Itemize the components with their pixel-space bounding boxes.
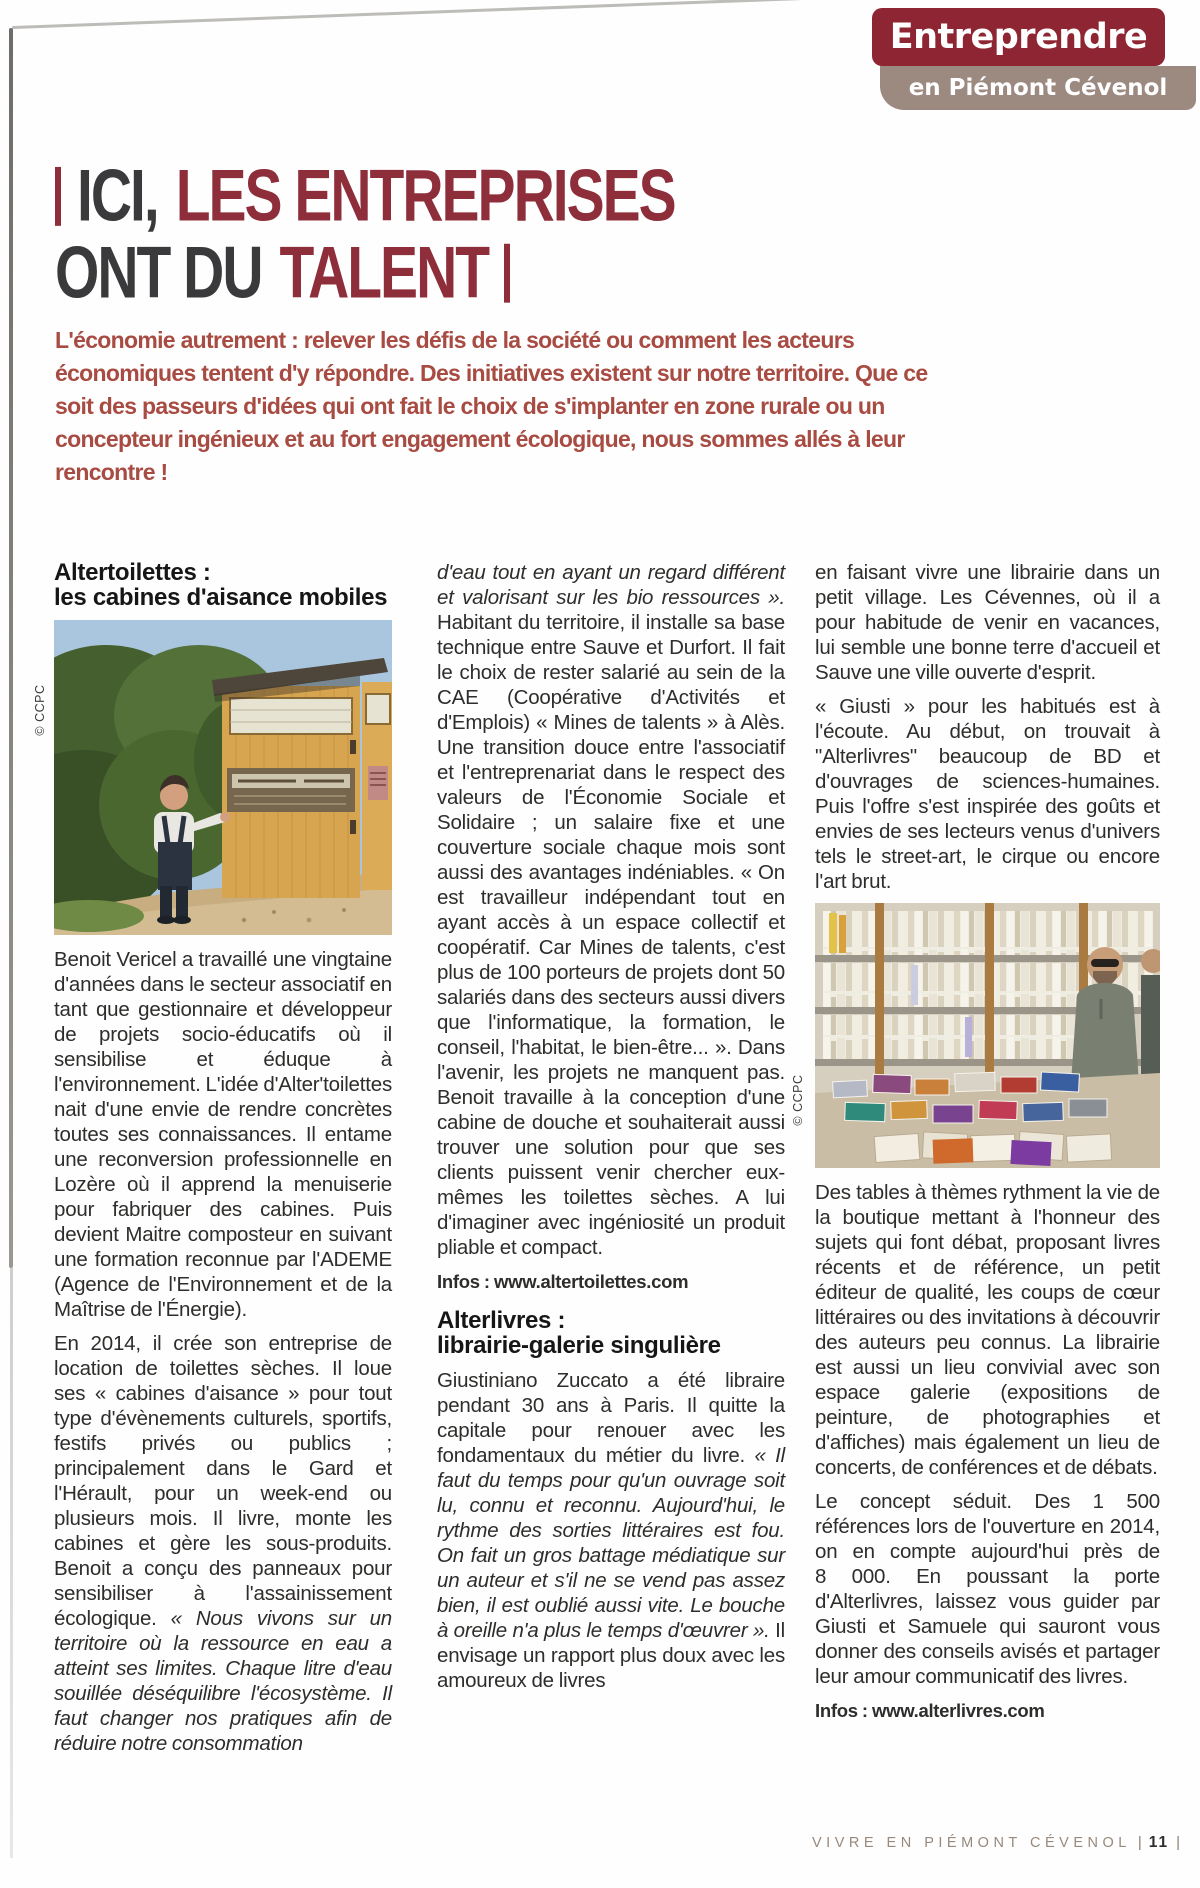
photo-bookstore [791,903,1160,1168]
page-title-line-2 [55,232,675,315]
info-url-line: Infos : www.altertoilettes.com [437,1271,689,1292]
article-paragraph [815,1180,1160,1480]
body-text: Giustiniano Zuccato a été libraire pendant 30 ans à Paris. Il quitte la capitale pour renouer avec les fondamentaux du métier du livre. [437,1369,785,1467]
intro-standfirst: L'économie autrement : relever les défis de la société ou comment les acteurs économiques tentent d'y répondre. Des initiatives existent sur notre territoire. Que ce soit des passeurs d'idées qui ont fait le choix de s'implanter en zone rurale ou un concepteur ingénieux et au fort engagement écologique, nous sommes allés à leur rencontre ! [55,327,928,485]
title-accent-bar-right [504,244,510,303]
toilet-cabins-illustration [54,620,392,935]
title-word-dark: ICI, [77,155,158,238]
body-text: Des tables à thèmes rythment la vie de la boutique mettant à l'honneur des sujets qui font débat, proposant livres récents et de référence, un petit éditeur de qualité, les coups de cœur littéraires ou des invitations à découvrir des auteurs peu connus. La librairie est aussi un lieu convivial avec son espace galerie (expositions de peinture, de photographies et d'affiches) mais également un lieu de concerts, de conférences et de débats. [815,1181,1160,1479]
photo-credit: © CCPC [791,1074,805,1126]
body-text: Benoit Vericel a travaillé une vingtaine d'années dans le secteur associatif en tant que gestionnaire et développeur de projets socio-éducatifs où il sensibilise et éduque à l'environnement. L'idée d'Alter'toilettes nait d'une envie de rendre concrètes toutes ses connaissances. Il entame une reconversion professionnelle en Lozère où il apprend la menuiserie pour fabriquer des cabines. Puis devient Maitre composteur en suivant une formation reconnue par l'ADEME (Agence de l'Environnement et de la Maîtrise de l'Énergie). [54,948,392,1321]
article-paragraph [54,1331,392,1756]
article-paragraph [815,694,1160,894]
info-url-line: Infos : www.alterlivres.com [815,1700,1045,1721]
quote-text: d'eau tout en ayant un regard différent et valorisant sur les bio ressources ». [437,561,785,609]
badge-title: Entreprendre [889,17,1148,57]
scan-edge-line-lower [10,1268,13,1858]
article-paragraph [815,560,1160,685]
article-paragraph [437,560,785,1260]
article-paragraph [54,947,392,1322]
article-column-3 [791,560,1160,1731]
article-column-1 [33,559,392,1765]
quote-text: « Nous vivons sur un territoire où la ressource en eau a atteint ses limites. Chaque litre d'eau souillée déséquilibre l'écosystème. Il faut changer nos pratiques afin de réduire notre consommation [54,1607,392,1755]
scan-crease-line [12,0,834,28]
section-heading: Altertoilettes : les cabines d'aisance mobiles [54,559,388,611]
photo-credit: © CCPC [33,684,47,736]
footer-separator-left: | [1137,1834,1142,1851]
photo-toilet-cabins [33,620,392,935]
body-text: en faisant vivre une librairie dans un petit village. Les Cévennes, où il a pour habitude de venir en vacances, lui semble une bonne terre d'accueil et Sauve une ville ouverte d'esprit. [815,561,1160,684]
body-text: En 2014, il crée son entreprise de location de toilettes sèches. Il loue ses « cabines d'aisance » pour tout type d'évènements culturels, sportifs, festifs privés ou publics ; principalement dans le Gard et l'Hérault, pour un week-end ou plusieurs mois. Il livre, monte les cabines et gère les sous-produits. Benoit a conçu des panneaux pour sensibiliser à l'assainissement écologique. [54,1332,392,1630]
body-text: « Giusti » pour les habitués est à l'écoute. Au début, on trouvait à "Alterlivres" beaucoup de BD et d'ouvrages de sciences-humaines. Puis l'offre s'est inspirée des goûts et envies de ses lecteurs venus d'univers tels le street-art, le cirque ou encore l'art brut. [815,695,1160,893]
title-accent-bar-left [55,167,61,226]
title-word-red-2: TALENT [279,232,489,315]
scan-edge-line [9,28,13,1268]
article-column-2 [437,560,785,1702]
article-paragraph [437,1368,785,1693]
quote-text: « Il faut du temps pour qu'un ouvrage soit lu, connu et reconnu. Aujourd'hui, le rythme des sorties littéraires est fou. On fait un gros battage médiatique sur un auteur et s'il ne se vend pas assez bien, il est oublié aussi vite. Le bouche à oreille n'a plus le temps d'œuvrer ». [437,1444,785,1642]
page-title [55,155,675,315]
section-heading: Alterlivres : librairie-galerie singulière [437,1307,721,1359]
footer-page-number: 11 [1148,1834,1170,1851]
body-text: Habitant du territoire, il installe sa base technique entre Sauve et Durfort. Il fait le choix de rester salarié au sein de la CAE (Coopérative d'Activités et d'Emplois) « Mines de talents » à Alès. Une transition douce entre l'associatif et l'entreprenariat dans le respect des valeurs de l'Économie Sociale et Solidaire ; un salaire fixe et une couverture sociale chaque mois sont aussi des avantages indéniables. « On est travailleur indépendant tout en ayant accès à un espace collectif et coopératif. Car Mines de talents, c'est plus de 100 porteurs de projets dont 50 salariés dans des secteurs aussi divers que l'informatique, la formation, le conseil, l'habitat, le bien-être... ». Dans l'avenir, les projets ne manquent pas. Benoit travaille à la conception d'une cabine de douche et souhaiterait aussi trouver une solution pour que ses clients puissent venir chercher eux-mêmes les toilettes sèches. A lui d'imaginer avec ingéniosité un produit pliable et compact. [437,611,785,1259]
badge-title-box [872,8,1165,66]
page-footer [812,1834,1187,1852]
page-title-line-1 [55,155,675,238]
body-text: Il envisage un rapport plus doux avec les amoureux de livres [437,1619,785,1692]
footer-magazine-name: VIVRE EN PIÉMONT CÉVENOL [812,1835,1131,1851]
body-text: Le concept séduit. Des 1 500 références lors de l'ouverture en 2014, on en compte aujourd'hui près de 8 000. En poussant la porte d'Alterlivres, laissez vous guider par Giusti et Samuele qui sauront vous donner des conseils avisés et partager leur amour communicatif des livres. [815,1490,1160,1688]
article-paragraph [815,1489,1160,1689]
title-word-red: LES ENTREPRISES [175,155,675,238]
title-word-dark-2: ONT DU [55,232,262,315]
bookstore-illustration [815,903,1160,1168]
footer-separator-right: | [1176,1834,1181,1851]
badge-subtitle: en Piémont Cévenol [908,75,1168,101]
badge-subtitle-box [880,66,1196,110]
